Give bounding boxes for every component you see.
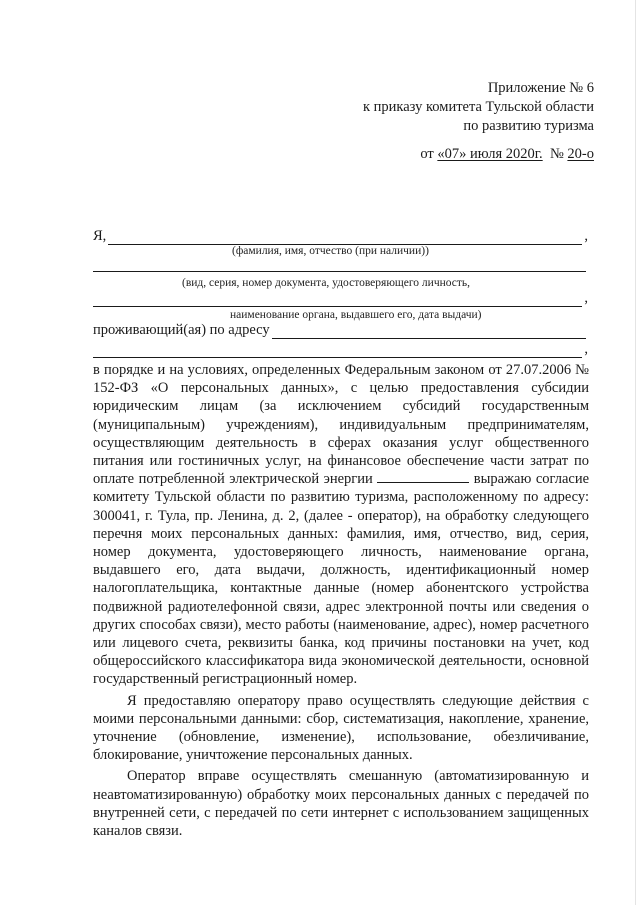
fio-caption: (фамилия, имя, отчество (при наличии)) (232, 245, 429, 257)
appendix-title: Приложение № 6 (487, 80, 594, 96)
energy-amount-field[interactable] (377, 470, 469, 483)
number-prefix: № (549, 146, 568, 162)
address-row-2 (93, 341, 588, 358)
document-caption: (вид, серия, номер документа, удостоверяющего личность, (182, 277, 471, 289)
fio-field[interactable] (108, 230, 582, 245)
address-field[interactable] (272, 324, 586, 339)
fio-comma: , (584, 228, 588, 244)
consent-paragraph-2: Я предоставляю оператору право осуществлять следующие действия с моими персональными данными: сбор, систематизация, накопление, хранение, уточнение (обновление, изменение), использование, обезличивание, блокирование, уничтожение персональных данных. (93, 692, 589, 764)
address-label: проживающий(ая) по адресу (93, 322, 270, 338)
consent-paragraph-1-start: в порядке и на условиях, определенных Федеральным законом от 27.07.2006 № 152-ФЗ «О персональных данных», с целью предоставления субсидии юридическим лицам (за исключением субсидий государственным (муниципальным) учреждениям), индивидуальным предпринимателям, осуществляющим деятельность в сферах оказания услуг общественного питания или гостиничных услуг, на финансовое обеспечение части затрат по оплате потребленной электрической энергии (93, 362, 589, 488)
order-date-line (420, 145, 594, 164)
issuer-field[interactable] (93, 292, 582, 307)
issuer-caption: наименование органа, выдавшего его, дата выдачи) (230, 309, 482, 321)
fio-row (93, 228, 588, 245)
document-field[interactable] (93, 257, 586, 272)
committee-name: по развитию туризма (463, 118, 594, 134)
date-prefix: от (420, 146, 438, 162)
consent-paragraph-3: Оператор вправе осуществлять смешанную (автоматизированную и неавтоматизированную) обработку моих персональных данных с передачей по внутренней сети, с передачей по сети интернет с использованием защищенных каналов связи. (93, 768, 589, 840)
address-comma: , (584, 341, 588, 357)
page-edge-line (635, 0, 636, 905)
order-date: «07» июля 2020г. (437, 146, 543, 162)
consent-paragraph-1-end: выражаю согласие комитету Тульской области по развитию туризма, расположенному по адресу: 300041, г. Тула, пр. Ленина, д. 2, (далее - оператор), на обработку следующего перечня моих персональных данных: фамилия, имя, отчество, вид, серия, номер документа, удостоверяющего личность, наименование органа, выдавшего его, дата выдачи, должность, идентификационный номер налогоплательщика, контактные данные (номер абонентского устройства подвижной радиотелефонной связи, адрес электронной почты или сведения о других способах связи), место работы (наименование, адрес), номер расчетного или лицевого счета, реквизиты банка, код причины постановки на учет, код общероссийского классификатора вида экономической деятельности, основной государственный регистрационный номер. (93, 471, 590, 688)
issuer-comma: , (584, 290, 588, 306)
issuer-row (93, 290, 588, 307)
consent-body (93, 361, 589, 840)
consent-paragraph-1 (93, 361, 589, 689)
address-row (93, 322, 588, 339)
order-reference: к приказу комитета Тульской области (362, 99, 594, 115)
address-field-2[interactable] (93, 343, 582, 358)
order-number: 20-о (567, 146, 594, 162)
document-row (93, 257, 588, 272)
ya-label: Я, (93, 228, 107, 244)
